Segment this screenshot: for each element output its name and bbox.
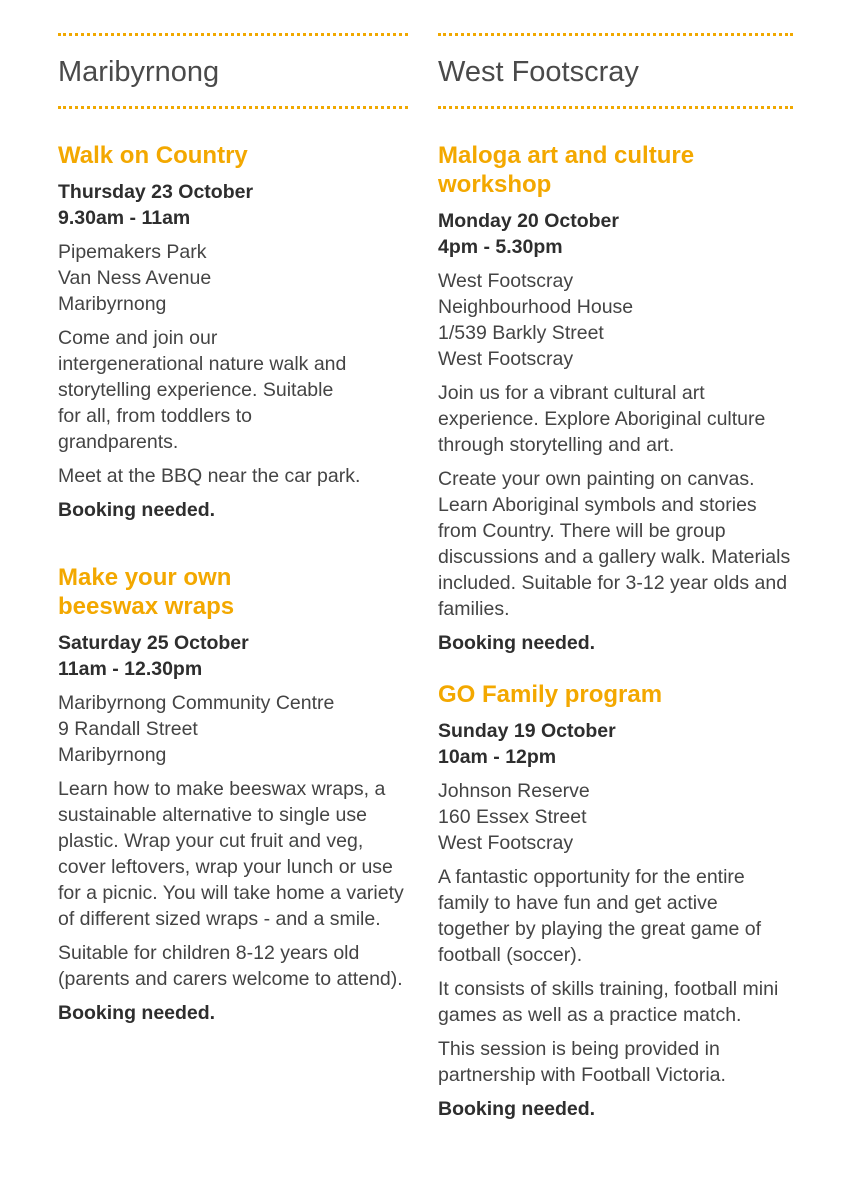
event-datetime: [58, 179, 408, 231]
booking-note: Booking needed.: [58, 499, 216, 521]
address-line: 160 Essex Street: [438, 806, 587, 828]
event-date: Sunday 19 October: [438, 720, 616, 742]
booking-note: Booking needed.: [438, 632, 596, 654]
booking-note: Booking needed.: [58, 1002, 216, 1024]
event-date: Monday 20 October: [438, 210, 619, 232]
event-maloga-workshop: [438, 141, 793, 656]
address-line: West Footscray: [438, 270, 574, 292]
event-note: Suitable for children 8-12 years old (parents and carers welcome to attend).: [58, 942, 403, 990]
address-line: Van Ness Avenue: [58, 267, 212, 289]
address-line: Johnson Reserve: [438, 780, 590, 802]
event-note: It consists of skills training, football mini games as well as a practice match.: [438, 978, 779, 1026]
event-description: A fantastic opportunity for the entire family to have fun and get active together by playing the great game of football (soccer).: [438, 866, 762, 966]
event-note: This session is being provided in partnership with Football Victoria.: [438, 1038, 726, 1086]
address-line: Neighbourhood House: [438, 296, 634, 318]
event-time: 11am - 12.30pm: [58, 658, 203, 680]
event-description: Learn how to make beeswax wraps, a sustainable alternative to single use plastic. Wrap your cut fruit and veg, cover leftovers, wrap your lunch or use for a picnic. You will take home a variety of different sized wraps - and a smile.: [58, 778, 404, 930]
area-title: Maribyrnong: [58, 56, 220, 88]
event-address: [58, 690, 408, 768]
dotted-divider: [438, 33, 793, 36]
event-address: [58, 239, 408, 317]
event-title: Maloga art and culture workshop: [438, 142, 695, 198]
address-line: Maribyrnong: [58, 744, 167, 766]
event-title: Walk on Country: [58, 142, 248, 169]
event-description: Come and join our intergenerational nature walk and storytelling experience. Suitable for all, from toddlers to grandparents.: [58, 327, 347, 453]
address-line: 1/539 Barkly Street: [438, 322, 604, 344]
west-footscray-column: [438, 0, 793, 1162]
event-note: Meet at the BBQ near the car park.: [58, 465, 361, 487]
dotted-divider: [438, 106, 793, 109]
event-title: Make your own beeswax wraps: [58, 564, 235, 620]
address-line: Maribyrnong Community Centre: [58, 692, 335, 714]
event-date: Thursday 23 October: [58, 181, 254, 203]
area-title: West Footscray: [438, 56, 639, 88]
event-walk-on-country: [58, 141, 408, 523]
event-datetime: [438, 208, 793, 260]
event-address: [438, 778, 793, 856]
event-description: Join us for a vibrant cultural art experience. Explore Aboriginal culture through storytelling and art.: [438, 382, 766, 456]
event-datetime: [58, 630, 408, 682]
dotted-divider: [58, 33, 408, 36]
address-line: 9 Randall Street: [58, 718, 198, 740]
event-time: 4pm - 5.30pm: [438, 236, 563, 258]
maribyrnong-column: [58, 0, 408, 1066]
event-time: 9.30am - 11am: [58, 207, 191, 229]
event-note: Create your own painting on canvas. Learn Aboriginal symbols and stories from Country. There will be group discussions and a gallery walk. Materials included. Suitable for 3-12 year olds and families.: [438, 468, 791, 620]
event-beeswax-wraps: [58, 563, 408, 1026]
address-line: West Footscray: [438, 832, 574, 854]
event-time: 10am - 12pm: [438, 746, 557, 768]
event-date: Saturday 25 October: [58, 632, 249, 654]
dotted-divider: [58, 106, 408, 109]
event-title: GO Family program: [438, 681, 663, 708]
booking-note: Booking needed.: [438, 1098, 596, 1120]
address-line: Pipemakers Park: [58, 241, 207, 263]
event-datetime: [438, 718, 793, 770]
event-address: [438, 268, 793, 372]
address-line: Maribyrnong: [58, 293, 167, 315]
event-go-family: [438, 680, 793, 1122]
address-line: West Footscray: [438, 348, 574, 370]
